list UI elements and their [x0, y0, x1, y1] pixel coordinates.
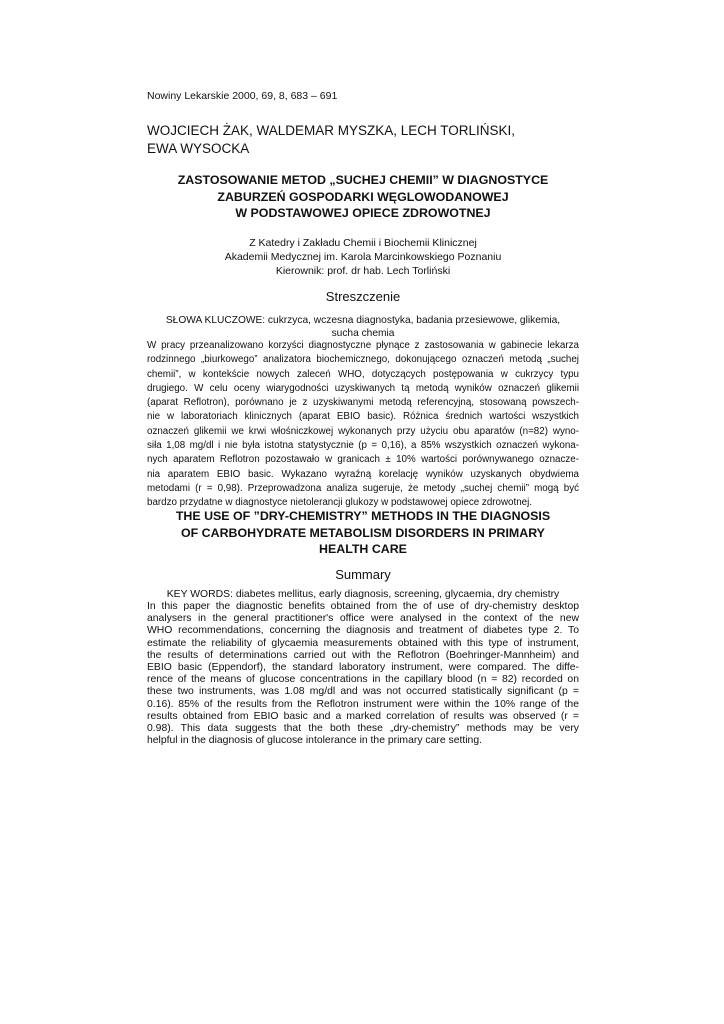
keywords-line: SŁOWA KLUCZOWE: cukrzyca, wczesna diagnostyka, badania przesiewowe, glikemia, [165, 315, 561, 326]
author-list [147, 122, 515, 158]
title-line: ZASTOSOWANIE METOD „SUCHEJ CHEMII” W DIAGNOSTYCE [177, 173, 549, 187]
abstract-line: these two instruments, was 1.08 mg/dl and was not occurred statistically significant (p = [147, 686, 579, 698]
abstract-polish [147, 339, 579, 511]
title-line: HEALTH CARE [319, 542, 407, 556]
title-line: ZABURZEŃ GOSPODARKI WĘGLOWODANOWEJ [217, 189, 509, 204]
abstract-line: estimate the reliability of glycaemia measurements obtained with this type of instrument, [147, 637, 579, 649]
affiliation [147, 236, 579, 278]
abstract-line: W pracy przeanalizowano korzyści diagnostyczne płynące z zastosowania w gabinecie lekarza [147, 340, 579, 351]
abstract-line: nie w laboratoriach klinicznych (aparat EBIO basic). Różnica średnich wartości wszystkich [147, 411, 579, 423]
abstract-line: metodami (r = 0,98). Przeprowadzona analiza sugeruje, że metody „suchej chemii” mogą być [147, 482, 579, 494]
keywords-polish [147, 314, 579, 340]
title-polish [147, 172, 579, 222]
abstract-line: drugiego. W celu oceny wiarygodności uzyskiwanych tą metodą wyników oznaczeń glikemii [147, 382, 579, 394]
abstract-line: results obtained from EBIO basic and a marked correlation of results was observed (r = [147, 710, 579, 722]
abstract-line: (aparat Reflotron), porównano je z uzyskiwanymi metodą referencyjną, stosowaną powszech- [147, 397, 579, 409]
author-line: WOJCIECH ŻAK, WALDEMAR MYSZKA, LECH TORLIŃSKI, [147, 123, 516, 138]
affiliation-line: Z Katedry i Zakładu Chemii i Biochemii Klinicznej [249, 237, 477, 249]
abstract-line: oznaczeń glikemii we krwi włośniczkowej wykonanych przy użyciu obu aparatów (n=82) wyno- [147, 425, 579, 437]
affiliation-line: Kierownik: prof. dr hab. Lech Torliński [275, 265, 451, 277]
summary-heading: Summary [335, 567, 391, 582]
abstract-line: analysers in the general practitioner's office were analysed in the context of the new [147, 613, 579, 625]
abstract-line: 0.98). This data suggests that the both these „dry-chemistry” methods may be very [147, 723, 579, 735]
abstract-line: In this paper the diagnostic benefits obtained from the of use of dry-chemistry desktop [147, 601, 579, 612]
abstract-line: bardzo przydatne w diagnostyce nietolerancji glukozy w podstawowej opiece zdrowotnej. [147, 497, 533, 509]
author-line: EWA WYSOCKA [147, 141, 250, 156]
keywords-english: KEY WORDS: diabetes mellitus, early diagnosis, screening, glycaemia, dry chemistry [166, 589, 560, 600]
affiliation-line: Akademii Medycznej im. Karola Marcinkowskiego Poznaniu [224, 251, 502, 263]
abstract-line: nia aparatem EBIO basic. Wykazano wyraźną korelację wyników uzyskanych obydwiema [147, 468, 579, 480]
keywords-line: sucha chemia [331, 328, 395, 339]
abstract-line: EBIO basic (Eppendorf), the standard laboratory instrument, were compared. The diffe- [147, 662, 579, 674]
title-english [147, 508, 579, 558]
abstract-line: chemii”, w kontekście nowych zaleceń WHO, dotyczących postępowania w cukrzycy typu [147, 368, 579, 380]
abstract-line: the results of determinations carried out with the Reflotron (Boehringer-Mannheim) and [147, 649, 579, 661]
title-line: W PODSTAWOWEJ OPIECE ZDROWOTNEJ [235, 206, 491, 220]
abstract-line: 0.16). 85% of the results from the Reflotron instrument were within the 10% range of the [147, 698, 579, 710]
abstract-line: helpful in the diagnosis of glucose intolerance in the primary care setting. [147, 735, 483, 747]
journal-citation: Nowiny Lekarskie 2000, 69, 8, 683 – 691 [147, 90, 338, 102]
abstract-line: WHO recommendations, concerning the diagnosis and treatment of diabetes type 2. To [147, 625, 579, 637]
abstract-english [147, 601, 579, 747]
title-line: OF CARBOHYDRATE METABOLISM DISORDERS IN PRIMARY [181, 525, 545, 540]
abstract-line: rodzinnego „biurkowego” analizatora biochemicznego, dokonującego oznaczeń metodą „suchej [147, 354, 579, 366]
abstract-line: siła 1,08 mg/dl i nie była istotna statystycznie (p = 0,16), a 85% wszystkich oznaczeń wykona- [147, 440, 579, 452]
title-line: THE USE OF ”DRY-CHEMISTRY” METHODS IN THE DIAGNOSIS [175, 509, 551, 523]
abstract-line: rence of the means of glucose concentrations in the capillary blood (n = 82) recorded on [147, 674, 579, 686]
abstract-line: nych aparatem Reflotron pozostawało w granicach ± 10% wartości porównywanego oznacze- [147, 454, 579, 466]
streszczenie-heading: Streszczenie [325, 289, 401, 304]
